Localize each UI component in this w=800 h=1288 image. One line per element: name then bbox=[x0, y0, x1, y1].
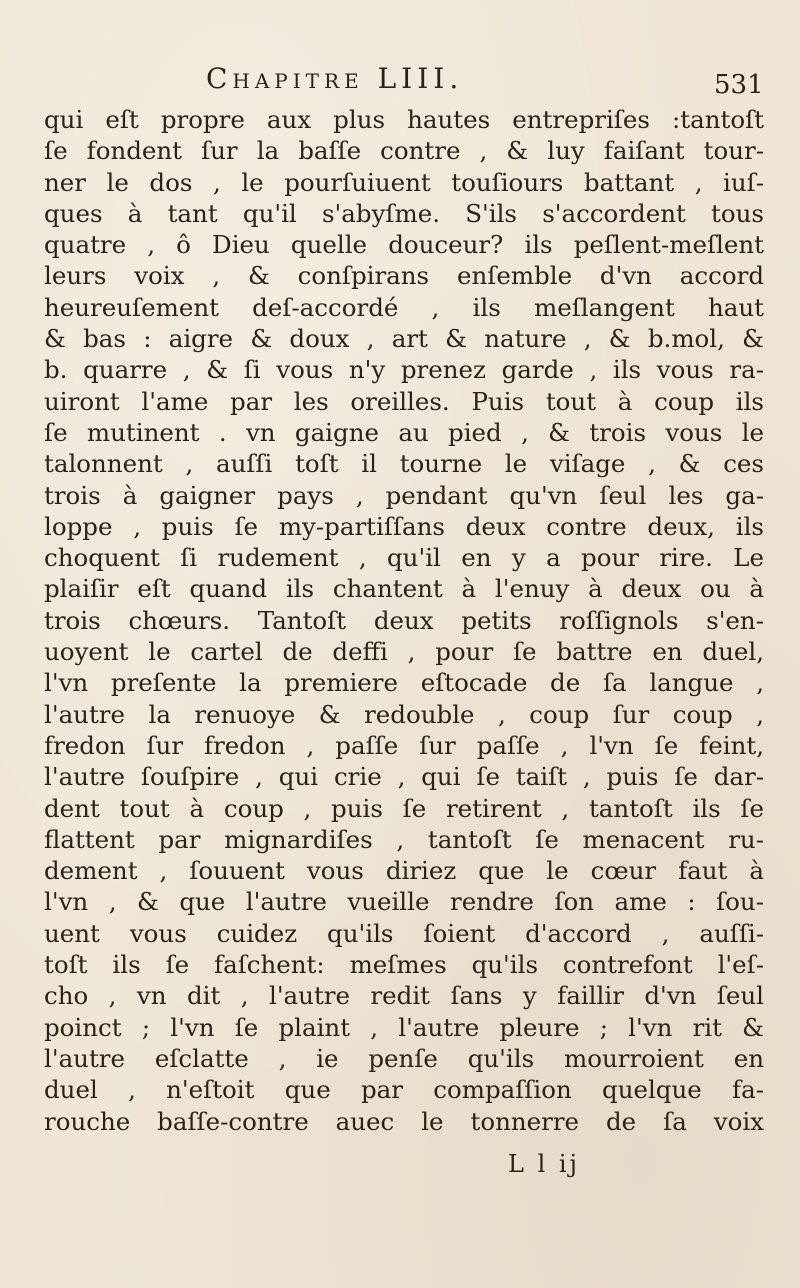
text-line: flattent par mignardiſes , tantoſt ſe menacent ru- bbox=[44, 824, 764, 854]
text-line: l'autre ſouſpire , qui crie , qui ſe taiſt , puis ſe dar- bbox=[44, 762, 764, 792]
text-line: ques à tant qu'il s'abyſme. S'ils s'accordent tous bbox=[44, 198, 764, 228]
text-line: trois à gaigner pays , pendant qu'vn ſeul les ga- bbox=[44, 480, 764, 510]
text-line: talonnent , auſſi toſt il tourne le viſage , & ces bbox=[44, 449, 764, 479]
text-line: l'autre la renuoye & redouble , coup ſur coup , bbox=[44, 699, 764, 729]
text-line: uoyent le cartel de deffi , pour ſe battre en duel, bbox=[44, 637, 764, 667]
text-line: cho , vn dit , l'autre redit ſans y faillir d'vn ſeul bbox=[44, 981, 764, 1011]
text-line: uiront l'ame par les oreilles. Puis tout à coup ils bbox=[44, 386, 764, 416]
text-line: & bas : aigre & doux , art & nature , & b.mol, & bbox=[44, 324, 764, 354]
text-line: l'vn preſente la premiere eſtocade de ſa langue , bbox=[44, 668, 764, 698]
text-line: trois chœurs. Tantoſt deux petits roſſignols s'en- bbox=[44, 605, 764, 635]
text-line: fredon ſur fredon , paſſe ſur paſſe , l'vn ſe feint, bbox=[44, 730, 764, 760]
text-line: dent tout à coup , puis ſe retirent , tantoſt ils ſe bbox=[44, 793, 764, 823]
signature-mark: L l ij bbox=[508, 1150, 580, 1178]
text-line: ner le dos , le pourſuiuent touſiours battant , iuſ- bbox=[44, 167, 764, 197]
text-line: l'vn , & que l'autre vueille rendre ſon ame : ſou- bbox=[44, 887, 764, 917]
text-line: duel , n'eſtoit que par compaſſion quelque fa- bbox=[44, 1075, 764, 1105]
text-line: loppe , puis ſe my-partiſſans deux contre deux, ils bbox=[44, 511, 764, 541]
text-line: poinct ; l'vn ſe plaint , l'autre pleure ; l'vn rit & bbox=[44, 1012, 764, 1042]
text-line: ſe fondent ſur la baſſe contre , & luy faiſant tour- bbox=[44, 136, 764, 166]
text-line: b. quarre , & ſi vous n'y prenez garde , ils vous ra- bbox=[44, 355, 764, 385]
text-line: rouche baſſe-contre auec le tonnerre de ſa voix bbox=[44, 1106, 764, 1136]
text-line: dement , ſouuent vous diriez que le cœur faut à bbox=[44, 856, 764, 886]
text-line: toſt ils ſe faſchent: meſmes qu'ils contrefont l'eſ- bbox=[44, 950, 764, 980]
text-line: leurs voix , & conſpirans enſemble d'vn accord bbox=[44, 261, 764, 291]
text-line: ſe mutinent . vn gaigne au pied , & trois vous le bbox=[44, 417, 764, 447]
text-line: qui eſt propre aux plus hautes entrepriſes :tantoſt bbox=[44, 105, 764, 134]
text-line: quatre , ô Dieu quelle douceur? ils peſlent-meſlent bbox=[44, 230, 764, 260]
page-number: 531 bbox=[714, 70, 764, 100]
text-line: l'autre eſclatte , ie penſe qu'ils mourroient en bbox=[44, 1043, 764, 1073]
text-line: heureuſement deſ-accordé , ils meſlangent haut bbox=[44, 292, 764, 322]
text-line: plaiſir eſt quand ils chantent à l'enuy à deux ou à bbox=[44, 574, 764, 604]
text-line: choquent ſi rudement , qu'il en y a pour rire. Le bbox=[44, 543, 764, 573]
running-title: Chapitre LIII. bbox=[206, 62, 464, 95]
body-text bbox=[44, 104, 764, 1137]
page-header bbox=[0, 62, 800, 102]
text-line: uent vous cuidez qu'ils ſoient d'accord , auſſi- bbox=[44, 918, 764, 948]
